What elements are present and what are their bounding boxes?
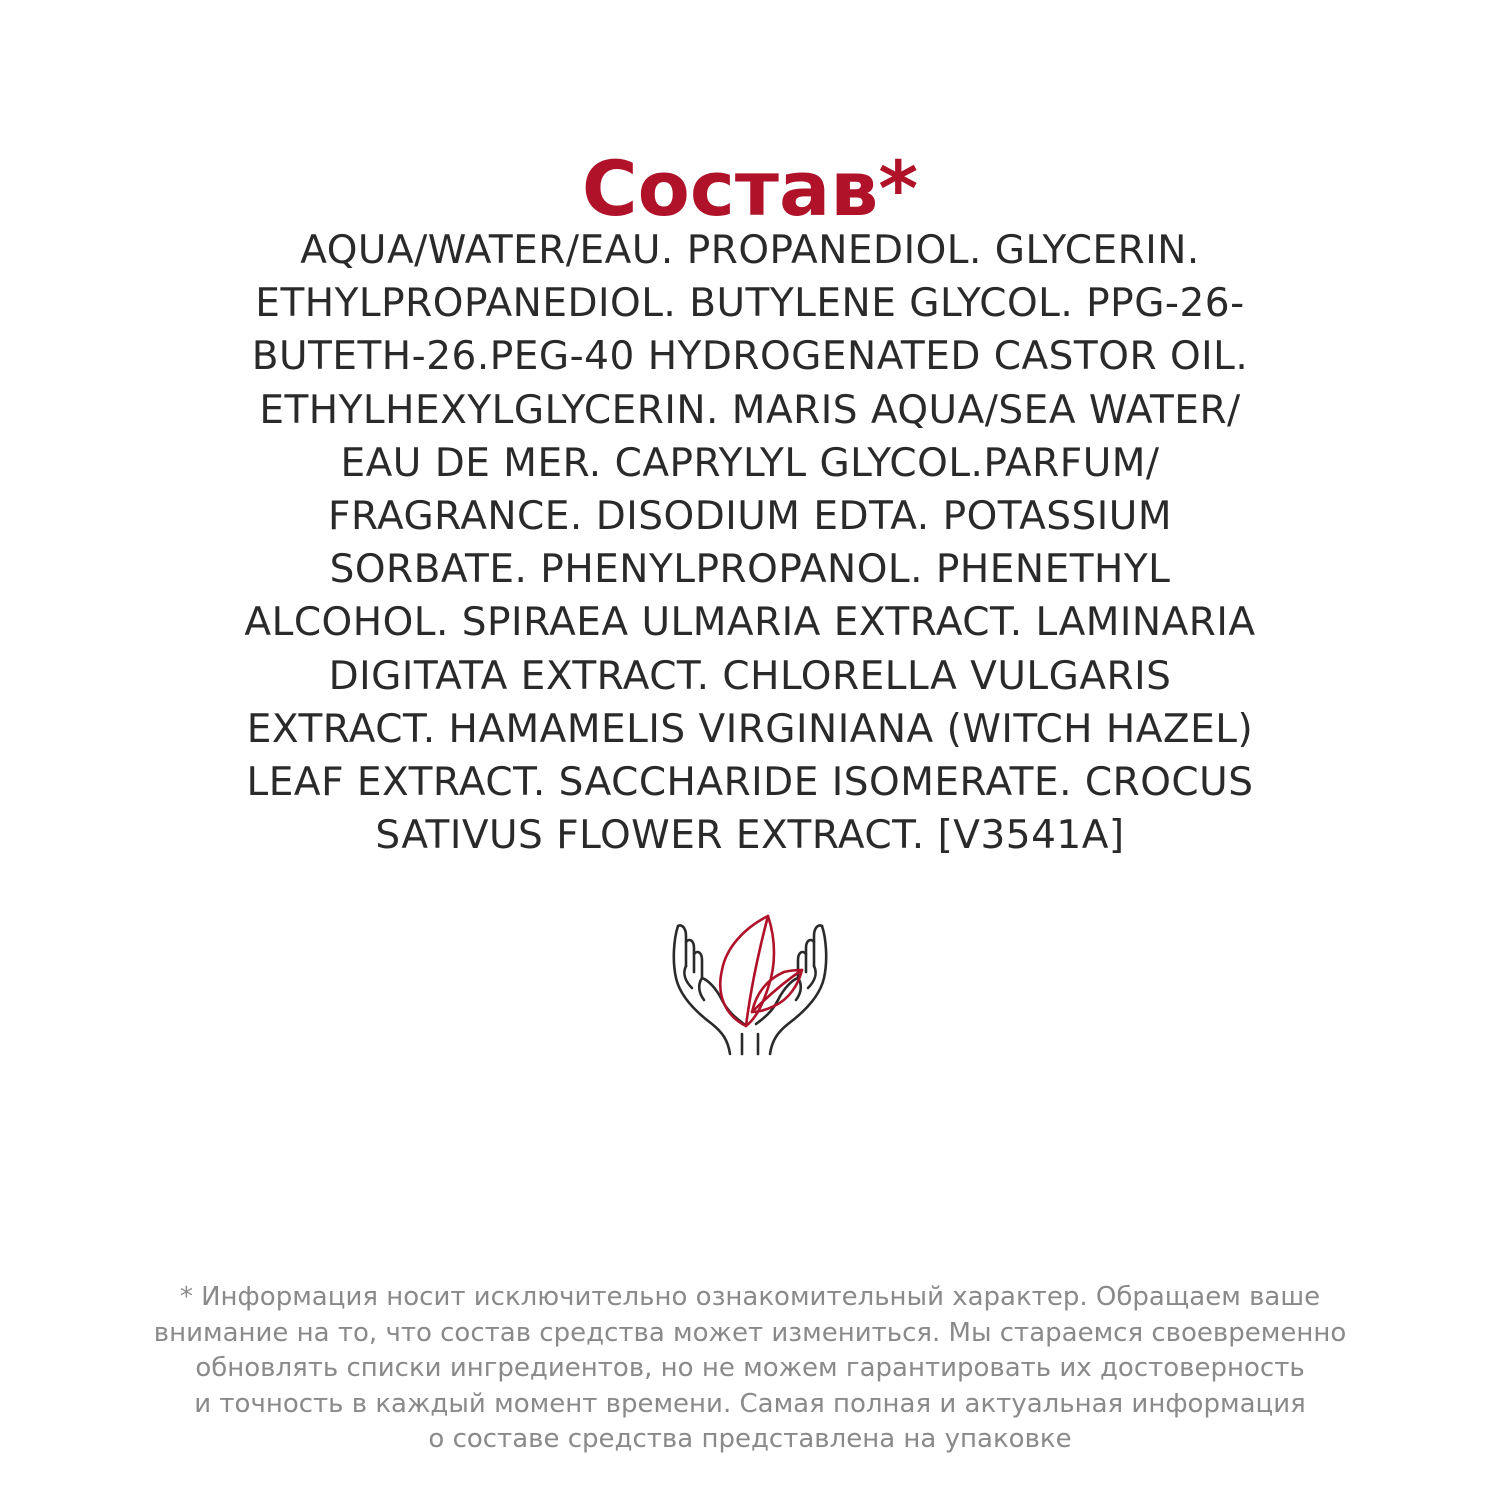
small-leaf bbox=[752, 970, 802, 1012]
ingredients-line: EAU DE MER. CAPRYLYL GLYCOL.PARFUM/ bbox=[340, 440, 1160, 486]
ingredients-line: AQUA/WATER/EAU. PROPANEDIOL. GLYCERIN. bbox=[300, 228, 1200, 273]
ingredients-line: FRAGRANCE. DISODIUM EDTA. POTASSIUM bbox=[328, 494, 1172, 540]
disclaimer-line: внимание на то, что состав средства может измениться. Мы стараемся своевременно bbox=[153, 1317, 1347, 1348]
disclaimer-line: * Информация носит исключительно ознакомительный характер. Обращаем ваше bbox=[179, 1282, 1321, 1312]
ingredients-line: ETHYLHEXYLGLYCERIN. MARIS AQUA/SEA WATER/ bbox=[259, 387, 1241, 433]
ingredients-line: SORBATE. PHENYLPROPANOL. PHENETHYL bbox=[329, 547, 1171, 593]
ingredients-line: ALCOHOL. SPIRAEA ULMARIA EXTRACT. LAMINARIA bbox=[244, 600, 1256, 646]
disclaimer bbox=[0, 1280, 1500, 1458]
disclaimer-line: обновлять списки ингредиентов, но не можем гарантировать их достоверность bbox=[195, 1353, 1305, 1384]
page-title: Состав* bbox=[581, 143, 919, 233]
ingredients-line: ETHYLPROPANEDIOL. BUTYLENE GLYCOL. PPG-26- bbox=[255, 281, 1245, 327]
ingredients-line: EXTRACT. HAMAMELIS VIRGINIANA (WITCH HAZEL) bbox=[246, 706, 1254, 752]
ingredients-line: SATIVUS FLOWER EXTRACT. [V3541A] bbox=[375, 813, 1125, 859]
ingredients-line: DIGITATA EXTRACT. CHLORELLA VULGARIS bbox=[328, 653, 1172, 699]
hands-holding-leaves-icon bbox=[664, 908, 836, 1056]
disclaimer-line: о составе средства представлена на упаковке bbox=[428, 1424, 1072, 1455]
ingredients-list bbox=[0, 224, 1500, 862]
ingredients-line: LEAF EXTRACT. SACCHARIDE ISOMERATE. CROCUS bbox=[246, 760, 1254, 806]
ingredients-line: BUTETH-26.PEG-40 HYDROGENATED CASTOR OIL. bbox=[251, 334, 1249, 380]
disclaimer-line: и точность в каждый момент времени. Самая полная и актуальная информация bbox=[194, 1388, 1306, 1419]
